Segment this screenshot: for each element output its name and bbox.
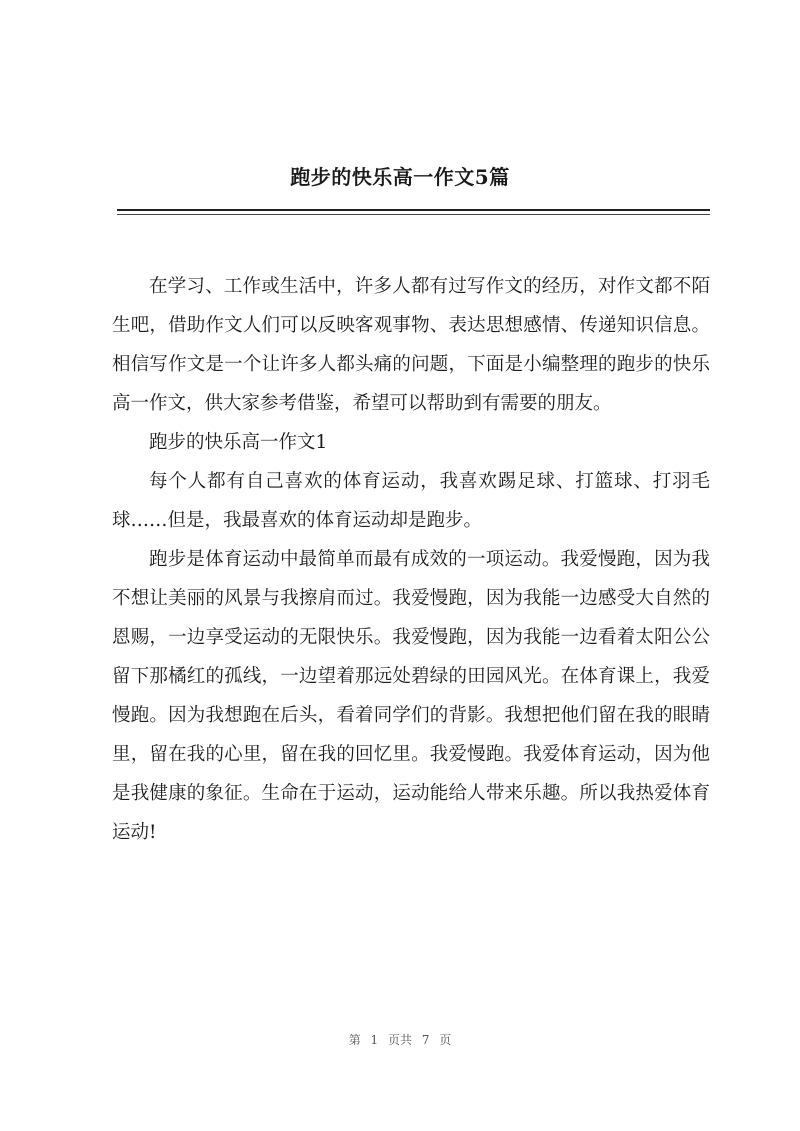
body-paragraph: 跑步是体育运动中最简单而最有成效的一项运动。我爱慢跑，因为我不想让美丽的风景与我擦肩而过。我爱慢跑，因为我能一边感受大自然的恩赐，一边享受运动的无限快乐。我爱慢跑，因为我能一边看着太阳公公留下那橘红的孤线，一边望着那远处碧绿的田园风光。在体育课上，我爱慢跑。因为我想跑在后头，看着同学们的背影。我想把他们留在我的眼睛里，留在我的心里，留在我的回忆里。我爱慢跑。我爱体育运动，因为他是我健康的象征。生命在于运动，运动能给人带来乐趣。所以我热爱体育运动! bbox=[112, 549, 710, 843]
page-number-footer: 第 1 页共 7 页 bbox=[348, 1033, 452, 1047]
page-title: 跑步的快乐高一作文5篇 bbox=[290, 165, 510, 189]
title-divider-thin bbox=[117, 214, 710, 215]
section-heading: 跑步的快乐高一作文1 bbox=[149, 432, 328, 453]
body-paragraph: 每个人都有自己喜欢的体育运动，我喜欢踢足球、打篮球、打羽毛球……但是，我最喜欢的体育运动却是跑步。 bbox=[112, 471, 710, 531]
document-body bbox=[112, 267, 710, 852]
title-divider bbox=[117, 209, 710, 211]
intro-paragraph: 在学习、工作或生活中，许多人都有过写作文的经历，对作文都不陌生吧，借助作文人们可以反映客观事物、表达思想感情、传递知识信息。相信写作文是一个让许多人都头痛的问题，下面是小编整理的跑步的快乐高一作文，供大家参考借鉴，希望可以帮助到有需要的朋友。 bbox=[112, 276, 710, 414]
